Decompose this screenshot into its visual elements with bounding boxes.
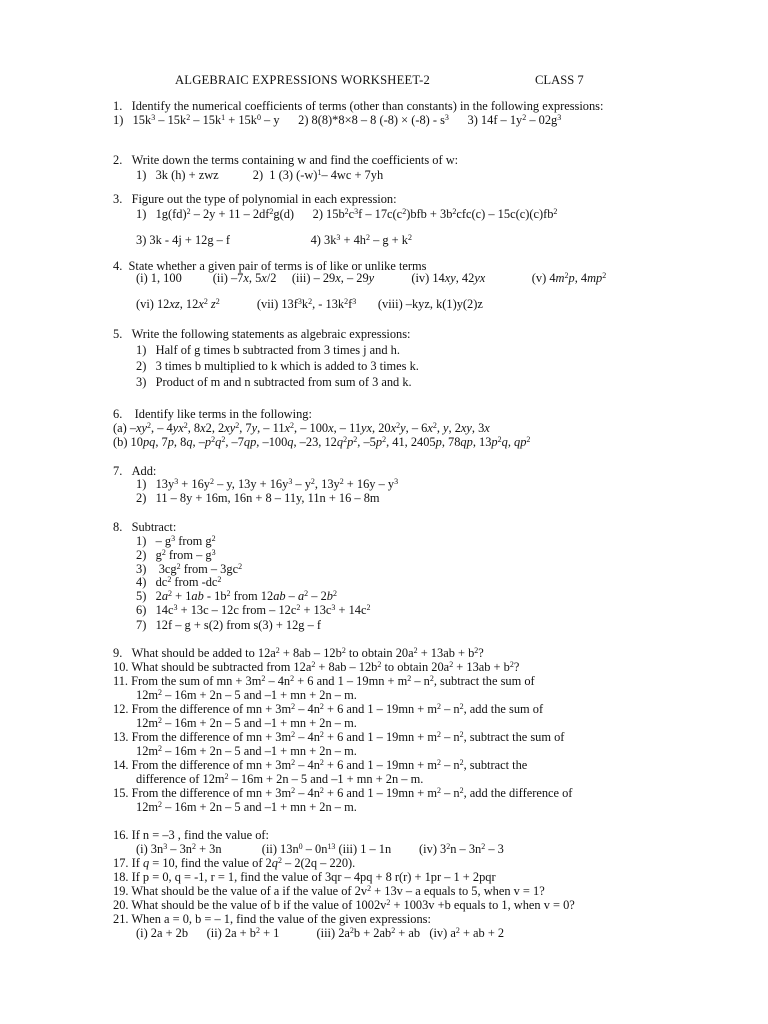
worksheet-line: $12m^2 - 16m + 2n - 5$ and –1 + mn + 2n – m. bbox=[136, 716, 357, 730]
worksheet-line: 3. Figure out the type of polynomial in each expression: bbox=[113, 192, 397, 206]
worksheet-line: 18. If p = 0, q = -1, r = 1, find the value of 3qr – 4pq + 8 r(r) + 1pr – 1 + 2pqr bbox=[113, 870, 496, 884]
worksheet-line: (i) $3n^3 - 3n^2 + 3n$ (ii) $13n^0 - 0n^{13}$ (iii) 1 – 1n (iv) $3^2n - 3n^2 - 3$ bbox=[136, 842, 504, 856]
worksheet-line: 8. Subtract: bbox=[113, 520, 177, 534]
worksheet-line: 17. If q = 10, find the value of $2q^2 - 2(2q - 220)$. bbox=[113, 856, 356, 870]
worksheet-line: 2. Write down the terms containing w and find the coefficients of w: bbox=[113, 153, 459, 167]
worksheet-line: 1) $1g(fd)^2 - 2y + 11 - 2df^2g(d)$ 2) $15b^2c^3f - 17c(c^2)bfb + 3b^2cfc(c) - 15c(c)(c)fb^2$ bbox=[136, 207, 558, 221]
worksheet-line: (b) 10pq, 7p, 8q, $-p^2q^2$, –7qp, –100q, –23, $12q^2p^2$, $-5p^2$, 41, 2405p, 78qp, $13p^2q$, $qp^2$ bbox=[113, 435, 531, 449]
worksheet-line: 11. From the sum of mn + $3m^2 - 4n^2 + 6$ and $1 - 19mn + m^2 - n^2$, subtract the sum of bbox=[113, 674, 535, 688]
worksheet-line: (a) $-xy^2$, – $4yx^2$, 8x2, $2xy^2$, 7y, – $11x^2$, – 100x, – 11yx, $20x^2y$, – $6x^2$, y, 2xy, 3x bbox=[113, 421, 490, 435]
worksheet-line: 5. Write the following statements as algebraic expressions: bbox=[113, 327, 411, 341]
worksheet-line: 19. What should be the value of a if the value of $2v^2 + 13v - a$ equals to 5, when v = 1? bbox=[113, 884, 545, 898]
worksheet-line: 14. From the difference of mn + $3m^2 - 4n^2 + 6$ and $1 - 19mn + m^2 - n^2$, subtract the bbox=[113, 758, 528, 772]
worksheet-line: $12m^2 - 16m + 2n - 5$ and –1 + mn + 2n – m. bbox=[136, 744, 357, 758]
worksheet-line: 16. If n = –3 , find the value of: bbox=[113, 828, 269, 842]
worksheet-line: (vi) 12xz, $12x^2$ $z^2$ (vii) $13f^3k^2$, - $13k^2f^3$ (viii) –kyz, k(1)y(2)z bbox=[136, 297, 483, 311]
worksheet-line: 5) $2a^2 + 1ab - 1b^2$ from $12ab - a^2 - 2b^2$ bbox=[136, 589, 337, 603]
worksheet-line: 20. What should be the value of b if the value of $1002v^2 + 1003v +b$ equals to 1, when v = 0? bbox=[113, 898, 575, 912]
worksheet-line: 15. From the difference of mn + $3m^2 - 4n^2 + 6$ and $1 - 19mn + m^2 - n^2$, add the difference of bbox=[113, 786, 573, 800]
worksheet-line: 1. Identify the numerical coefficients of terms (other than constants) in the following expressions: bbox=[113, 99, 604, 113]
worksheet-line: $12m^2 - 16m + 2n - 5$ and –1 + mn + 2n – m. bbox=[136, 688, 357, 702]
worksheet-line: 1) 3k (h) + zwz 2) 1 (3) $(-w)^1-$ 4wc + 7yh bbox=[136, 168, 384, 182]
worksheet-line: 10. What should be subtracted from $12a^2 + 8ab - 12b^2$ to obtain $20a^2 + 13ab + b^2$? bbox=[113, 660, 520, 674]
worksheet-line: 2) 3 times b multiplied to k which is added to 3 times k. bbox=[136, 359, 419, 373]
worksheet-line: 7. Add: bbox=[113, 464, 157, 478]
worksheet-line: 6. Identify like terms in the following: bbox=[113, 407, 312, 421]
worksheet-line: 7) 12f – g + s(2) from s(3) + 12g – f bbox=[136, 618, 322, 632]
worksheet-line: 4. State whether a given pair of terms is of like or unlike terms bbox=[113, 259, 427, 273]
worksheet-line: difference of $12m^2 - 16m + 2n - 5$ and –1 + mn + 2n – m. bbox=[136, 772, 424, 786]
worksheet-line: 13. From the difference of mn + $3m^2 - 4n^2 + 6$ and $1 - 19mn + m^2 - n^2$, subtract the sum of bbox=[113, 730, 565, 744]
worksheet-line: (i) 1, 100 (ii) –7x, 5x/2 (iii) – 29x, – 29y (iv) 14xy, 42yx (v) $4m^2p$, $4mp^2$ bbox=[136, 271, 607, 285]
worksheet-line: 1) Half of g times b subtracted from 3 times j and h. bbox=[136, 343, 400, 357]
worksheet-line: 1) $15k^3 - 15k^2 - 15k^1 + 15k^0 - y$ 2) 8(8)*8×8 – 8 $(-8) \times (-8) - s^3$ 3) $14f - 1y^2 - 02g^3$ bbox=[113, 113, 562, 127]
worksheet-line: (i) 2a + 2b (ii) $2a + b^2 + 1$ (iii) $2a^2b + 2ab^2$ + ab (iv) $a^2$ + ab + 2 bbox=[136, 926, 505, 940]
worksheet-line: 3) 3k - 4j + 12g – f 4) $3k^3 + 4h^2 - g + k^2$ bbox=[136, 233, 412, 247]
worksheet-line: 1) $13y^3 + 16y^2 - y$, $13y + 16y^3 - y^2$, $13y^2 + 16y - y^3$ bbox=[136, 477, 399, 491]
worksheet-line: 2) 11 – 8y + 16m, 16n + 8 – 11y, 11n + 16 – 8m bbox=[136, 491, 380, 505]
worksheet-line: $12m^2 - 16m + 2n - 5$ and –1 + mn + 2n – m. bbox=[136, 800, 357, 814]
worksheet-title: ALGEBRAIC EXPRESSIONS WORKSHEET-2 bbox=[175, 73, 430, 87]
worksheet-line: 6) $14c^3 + 13c - 12c$ from – $12c^2 + 13c^3 + 14c^2$ bbox=[136, 603, 371, 617]
worksheet-line: $1) - g^3$ from $g^2$ bbox=[136, 534, 216, 548]
class-label: CLASS 7 bbox=[535, 73, 584, 87]
worksheet-line: 3) $3cg^2$ from – $3gc^2$ bbox=[136, 562, 243, 576]
worksheet-line: 21. When a = 0, b = – 1, find the value of the given expressions: bbox=[113, 912, 431, 926]
worksheet-line: 12. From the difference of mn + $3m^2 - 4n^2 + 6$ and $1 - 19mn + m^2 - n^2$, add the sum of bbox=[113, 702, 544, 716]
worksheet-line: 2) $g^2$ from – $g^3$ bbox=[136, 548, 216, 562]
worksheet-line: 3) Product of m and n subtracted from sum of 3 and k. bbox=[136, 375, 412, 389]
worksheet-line: 4) $dc^2$ from $-dc^2$ bbox=[136, 575, 222, 589]
worksheet-line: 9. What should be added to $12a^2 + 8ab - 12b^2$ to obtain $20a^2 + 13ab + b^2$? bbox=[113, 646, 484, 660]
